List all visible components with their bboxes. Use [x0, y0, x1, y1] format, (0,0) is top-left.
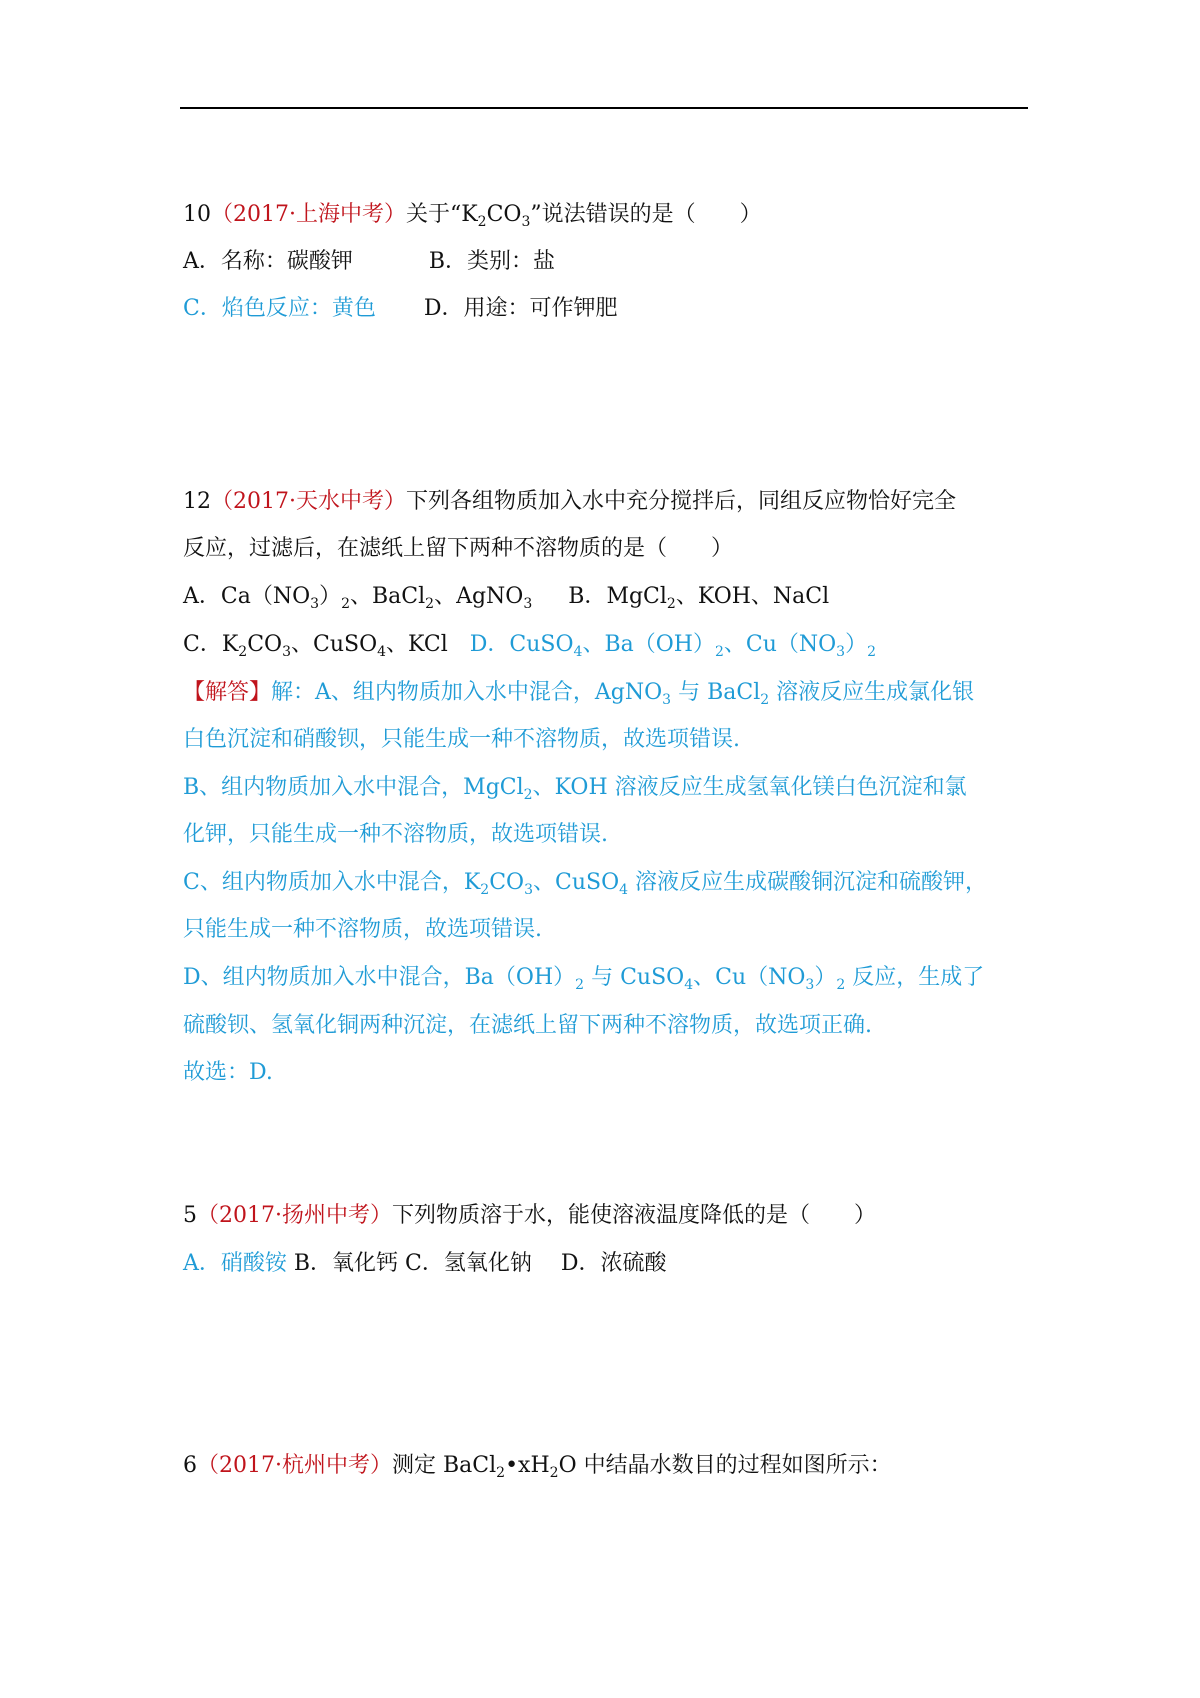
answer-tag: 【解答】 [183, 680, 272, 705]
q10-source: （2017·上海中考） [211, 202, 406, 227]
q12-option-a: A．$Ca(NO_3)_2$、BaCl$_2$、AgNO$_3$ [183, 584, 533, 612]
q12-solution-c-1: C、组内物质加入水中混合，$K_2CO_3$、CuSO$_4$ 溶液反应生成碳酸铜沉淀和硫酸钾， [183, 870, 988, 898]
q12-options-cd [183, 630, 876, 660]
q12-conclusion: 故选：D. [183, 1060, 273, 1085]
q6-stem: 6（2017·杭州中考）测定 $BaCl_2•xH_2O$ 中结晶水数目的过程如图所示： [183, 1453, 892, 1481]
q12-source: （2017·天水中考） [211, 489, 406, 514]
q12-option-b: B．MgCl$_2$、KOH、NaCl [568, 584, 830, 612]
q12-solution-d-2: 硫酸钡、氢氧化铜两种沉淀，在滤纸上留下两种不溶物质，故选项正确. [183, 1013, 872, 1038]
q12-option-d-answer: D．CuSO$_4$、$Ba(OH)_2$、$Cu(NO_3)_2$ [469, 632, 877, 660]
q5-source: （2017·扬州中考） [197, 1203, 392, 1228]
q10-option-c-answer: C．焰色反应：黄色 [183, 296, 376, 321]
q12-options-ab [183, 582, 829, 612]
q12-solution-b-1: B、组内物质加入水中混合，MgCl$_2$、KOH 溶液反应生成氢氧化镁白色沉淀和氯 [183, 775, 967, 803]
q6-source: （2017·杭州中考） [197, 1453, 392, 1478]
q12-solution-a-2: 白色沉淀和硝酸钡，只能生成一种不溶物质，故选项错误. [183, 727, 740, 752]
q12-solution-c-2: 只能生成一种不溶物质，故选项错误. [183, 917, 542, 942]
q12-solution-b-2: 化钾，只能生成一种不溶物质，故选项错误. [183, 822, 608, 847]
q10-option-a: A．名称：碳酸钾 [183, 249, 353, 274]
q5-options-rest: B．氧化钙 C．氢氧化钠 D．浓硫酸 [286, 1251, 667, 1276]
q5-option-a-answer: A．硝酸铵 [183, 1251, 287, 1276]
q10-options-cd [183, 294, 617, 324]
q10-option-d: D．用途：可作钾肥 [423, 296, 618, 321]
q12-stem-2: 反应，过滤后，在滤纸上留下两种不溶物质的是（ ） [183, 536, 734, 561]
q5-stem: 5（2017·扬州中考）下列物质溶于水，能使溶液温度降低的是（ ） [183, 1203, 876, 1228]
q10-options-ab [183, 247, 555, 277]
q10-option-b: B．类别：盐 [428, 249, 556, 274]
q12-solution-d-1: D、组内物质加入水中混合，$Ba(OH)_2$ 与 CuSO$_4$、$Cu(NO_3)_2$ 反应，生成了 [183, 965, 985, 993]
q10-stem: 10（2017·上海中考）关于“$K_2CO_3$”说法错误的是（ ） [183, 202, 762, 230]
header-rule [180, 107, 1028, 109]
q12-solution-a-1: 【解答】解：A、组内物质加入水中混合，AgNO$_3$ 与 BaCl$_2$ 溶液反应生成氯化银 [183, 680, 975, 708]
q12-option-c: C．$K_2CO_3$、CuSO$_4$、KCl [183, 632, 448, 660]
q12-stem-1: 12（2017·天水中考）下列各组物质加入水中充分搅拌后，同组反应物恰好完全 [183, 489, 956, 514]
q5-options [183, 1249, 667, 1279]
